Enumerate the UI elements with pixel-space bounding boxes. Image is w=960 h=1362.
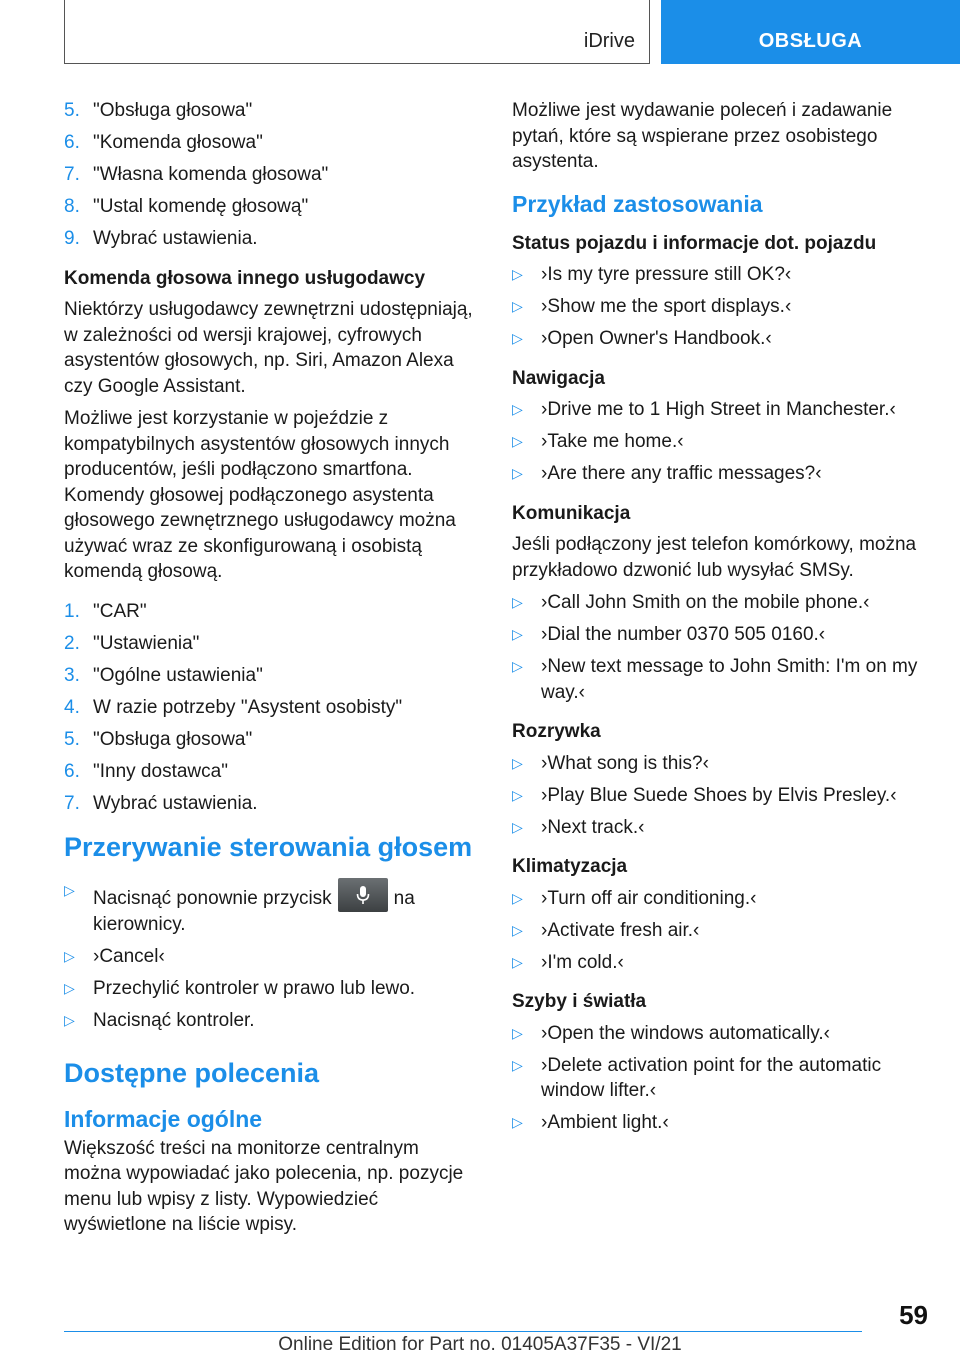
heading-interrupt-voice-control: Przerywanie sterowania głosem xyxy=(64,832,473,862)
triangle-right-icon: ▷ xyxy=(512,1024,523,1041)
header-section-box xyxy=(64,0,650,64)
triangle-right-icon: ▷ xyxy=(512,298,523,314)
list-item: ▷ ›Are there any traffic messages?‹ xyxy=(512,461,924,487)
list-item: ▷ ›Show me the sport displays.‹ xyxy=(512,294,924,320)
group-title: Rozrywka xyxy=(512,721,601,742)
list-item: 2. "Ustawienia" xyxy=(64,632,200,654)
triangle-right-icon: ▷ xyxy=(512,953,523,970)
paragraph: Jeśli podłączony jest telefon komórkowy, można przykładowo dzwonić lub wysyłać SMSy. xyxy=(512,534,917,581)
list-item: ▷ ›Dial the number 0370 505 0160.‹ xyxy=(512,622,924,648)
list-item: ▷ Nacisnąć kontroler. xyxy=(64,1008,476,1034)
command-list xyxy=(512,397,924,487)
header-chapter-tab xyxy=(661,0,960,64)
triangle-right-icon: ▷ xyxy=(512,266,523,282)
list-item: 7. Wybrać ustawienia. xyxy=(64,792,258,814)
list-item: 7. "Własna komenda głosowa" xyxy=(64,164,329,185)
list-item: ▷ ›Turn off air conditioning.‹ xyxy=(512,886,924,912)
triangle-right-icon: ▷ xyxy=(64,882,75,898)
list-item: ▷ ›Drive me to 1 High Street in Manchester.‹ xyxy=(512,397,924,423)
list-item: ▷ ›Delete activation point for the automatic window lifter.‹ xyxy=(512,1054,882,1101)
group-title: Nawigacja xyxy=(512,367,605,389)
triangle-right-icon: ▷ xyxy=(512,786,523,803)
group-title: Szyby i światła xyxy=(512,991,647,1012)
list-item: ▷ ›What song is this?‹ xyxy=(512,751,924,777)
list-item: 6. "Inny dostawca" xyxy=(64,760,228,782)
subheading-other-provider: Komenda głosowa innego usługodawcy xyxy=(64,267,426,289)
list-item: 5. "Obsługa głosowa" xyxy=(64,100,253,121)
triangle-right-icon: ▷ xyxy=(512,754,523,771)
triangle-right-icon: ▷ xyxy=(512,1114,523,1130)
group-title: Klimatyzacja xyxy=(512,856,628,877)
list-item: ▷ ›Is my tyre pressure still OK?‹ xyxy=(512,262,924,288)
steps-list-b xyxy=(64,599,476,817)
list-item: 5. "Obsługa głosowa" xyxy=(64,728,253,750)
triangle-right-icon: ▷ xyxy=(512,658,523,674)
list-item: ▷ ›Take me home.‹ xyxy=(512,429,924,455)
list-item: ▷ ›Cancel‹ xyxy=(64,944,476,970)
list-item: ▷ ›Activate fresh air.‹ xyxy=(512,918,924,944)
list-item: 6. "Komenda głosowa" xyxy=(64,132,263,153)
page-number: 59 xyxy=(899,1300,928,1330)
paragraph: Niektórzy usługodawcy zewnętrzni udostępniają, w zależności od wersji krajowej, cyfrowych asystentów głosowych, np. Siri, Amazon Alexa czy Google Assistant. xyxy=(64,299,473,397)
list-item: ▷ Przechylić kontroler w prawo lub lewo. xyxy=(64,976,476,1002)
triangle-right-icon: ▷ xyxy=(64,948,75,964)
left-column xyxy=(64,98,476,1245)
command-list xyxy=(512,590,924,705)
command-list xyxy=(512,751,924,841)
heading-general-info: Informacje ogólne xyxy=(64,1105,263,1132)
header-chapter-label: OBSŁUGA xyxy=(758,30,863,52)
triangle-right-icon: ▷ xyxy=(512,330,523,346)
triangle-right-icon: ▷ xyxy=(512,889,523,906)
list-item: 4. W razie potrzeby "Asystent osobisty" xyxy=(64,696,403,718)
triangle-right-icon: ▷ xyxy=(64,980,75,996)
triangle-right-icon: ▷ xyxy=(64,1012,75,1028)
interrupt-list xyxy=(64,878,476,1034)
triangle-right-icon: ▷ xyxy=(512,921,523,938)
paragraph: Możliwe jest wydawanie poleceń i zadawanie pytań, które są wspierane przez osobistego asystenta. xyxy=(512,100,893,172)
header-section-label: iDrive xyxy=(583,30,635,52)
steps-list-a xyxy=(64,98,476,252)
group-title: Komunikacja xyxy=(512,502,631,524)
list-item: ▷ ›Ambient light.‹ xyxy=(512,1110,924,1136)
footer-edition: Online Edition for Part no. 01405A37F35 - VI/21 xyxy=(278,1334,682,1355)
paragraph: Możliwe jest korzystanie w pojeździe z kompatybilnych asystentów głosowych innych producentów, jeśli podłączono smartfona. Komendy głosowej podłączonego asystenta głosowego zewnętrznego usługodawcy można używać wraz ze skonfigurowaną i osobistą komendą głosową. xyxy=(64,408,456,582)
triangle-right-icon: ▷ xyxy=(512,818,523,835)
heading-example: Przykład zastosowania xyxy=(512,190,763,217)
footer-divider xyxy=(64,1331,862,1332)
heading-available-commands: Dostępne polecenia xyxy=(64,1057,320,1088)
triangle-right-icon: ▷ xyxy=(512,465,523,481)
group-title: Status pojazdu i informacje dot. pojazdu xyxy=(512,232,877,254)
list-item: ▷ ›Play Blue Suede Shoes by Elvis Presley.‹ xyxy=(512,783,924,809)
list-item: ▷ ›Open the windows automatically.‹ xyxy=(512,1021,924,1047)
microphone-icon xyxy=(338,878,388,912)
triangle-right-icon: ▷ xyxy=(512,626,523,642)
paragraph: Większość treści na monitorze centralnym można wypowiadać jako polecenia, np. pozycje menu lub wpisy z listy. Wypowiedzieć wyświetlone na liście wpisy. xyxy=(64,1137,464,1235)
command-list xyxy=(512,886,924,976)
list-item: ▷ ›New text message to John Smith: I'm on my way.‹ xyxy=(512,656,918,703)
triangle-right-icon: ▷ xyxy=(512,401,523,417)
list-item: ▷ ›Next track.‹ xyxy=(512,815,924,841)
command-list xyxy=(512,1021,924,1136)
list-item: ▷ ›I'm cold.‹ xyxy=(512,950,924,976)
list-item: 8. "Ustal komendę głosową" xyxy=(64,196,309,217)
list-item: ▷ ›Open Owner's Handbook.‹ xyxy=(512,326,924,352)
right-column xyxy=(512,98,924,1148)
list-item: ▷ ›Call John Smith on the mobile phone.‹ xyxy=(512,590,924,616)
list-item: 9. Wybrać ustawienia. xyxy=(64,228,258,249)
list-item: 1. "CAR" xyxy=(64,600,147,622)
triangle-right-icon: ▷ xyxy=(512,433,523,449)
triangle-right-icon: ▷ xyxy=(512,1056,523,1073)
triangle-right-icon: ▷ xyxy=(512,594,523,610)
list-item: ▷ Nacisnąć ponownie przycisk na kierownicy. xyxy=(64,878,476,938)
command-list xyxy=(512,262,924,352)
list-item: 3. "Ogólne ustawienia" xyxy=(64,664,263,686)
